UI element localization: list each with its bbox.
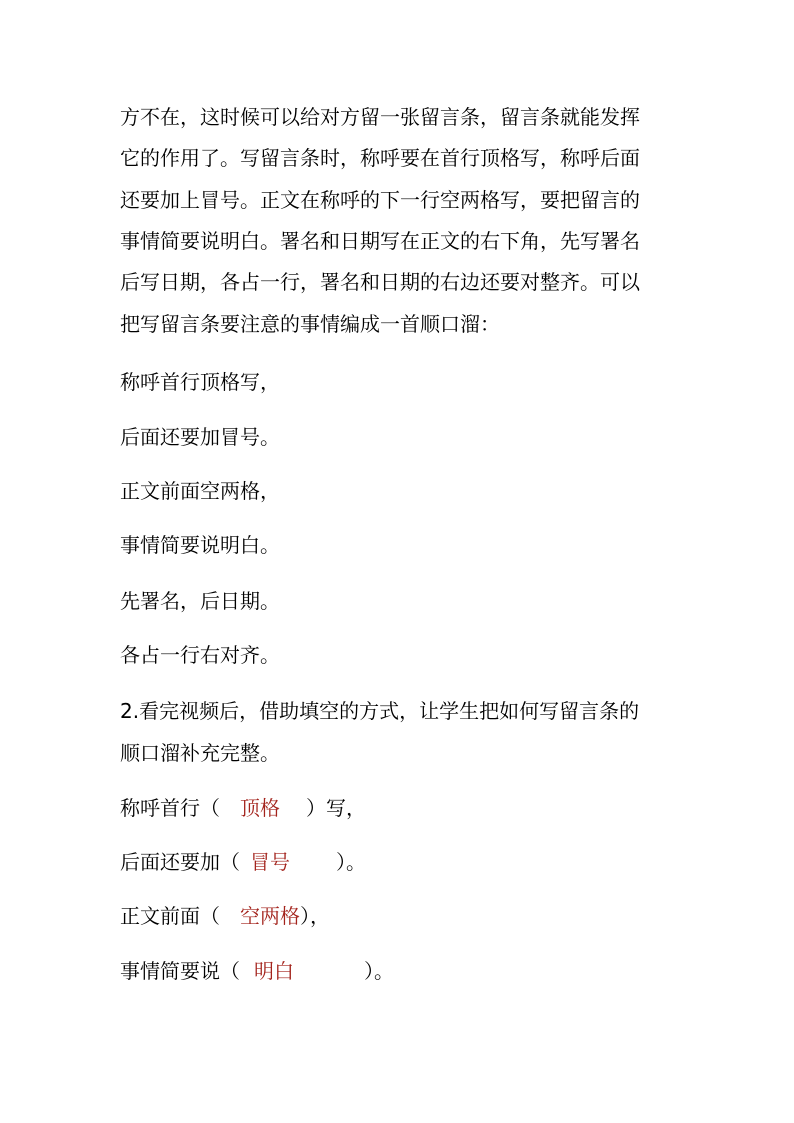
blank-prefix: 后面还要加（ (120, 850, 240, 874)
intro-line: 还要加上冒号。正文在称呼的下一行空两格写，要把留言的 (120, 188, 640, 212)
blank-suffix: ）。 (336, 850, 366, 874)
blank-answer: 空两格 (240, 904, 300, 928)
task-instruction: 2.看完视频后，借助填空的方式，让学生把如何写留言条的 (120, 699, 640, 723)
blank-suffix: ）写， (306, 796, 366, 820)
blank-suffix: ）。 (364, 959, 394, 983)
task-instruction: 顺口溜补充完整。 (120, 741, 280, 765)
intro-line: 把写留言条要注意的事情编成一首顺口溜： (120, 312, 500, 336)
blank-line (120, 957, 394, 985)
intro-line: 方不在，这时候可以给对方留一张留言条，留言条就能发挥 (120, 105, 640, 129)
blank-suffix: ）， (300, 904, 330, 928)
intro-line: 后写日期，各占一行，署名和日期的右边还要对整齐。可以 (120, 270, 640, 294)
blank-answer: 冒号 (250, 850, 290, 874)
blank-prefix: 称呼首行（ (120, 796, 220, 820)
rhyme-line: 先署名，后日期。 (120, 589, 280, 613)
intro-line: 它的作用了。写留言条时，称呼要在首行顶格写，称呼后面 (120, 146, 640, 170)
rhyme-line: 称呼首行顶格写， (120, 370, 280, 394)
blank-line (120, 848, 366, 876)
blank-line (120, 902, 330, 930)
intro-line: 事情简要说明白。署名和日期写在正文的右下角，先写署名 (120, 229, 640, 253)
blank-line (120, 794, 366, 822)
rhyme-line: 后面还要加冒号。 (120, 425, 280, 449)
blank-answer: 明白 (254, 959, 294, 983)
rhyme-line: 事情简要说明白。 (120, 533, 280, 557)
blank-prefix: 事情简要说（ (120, 959, 240, 983)
blank-prefix: 正文前面（ (120, 904, 220, 928)
rhyme-line: 正文前面空两格， (120, 479, 280, 503)
rhyme-line: 各占一行右对齐。 (120, 643, 280, 667)
blank-answer: 顶格 (240, 796, 280, 820)
